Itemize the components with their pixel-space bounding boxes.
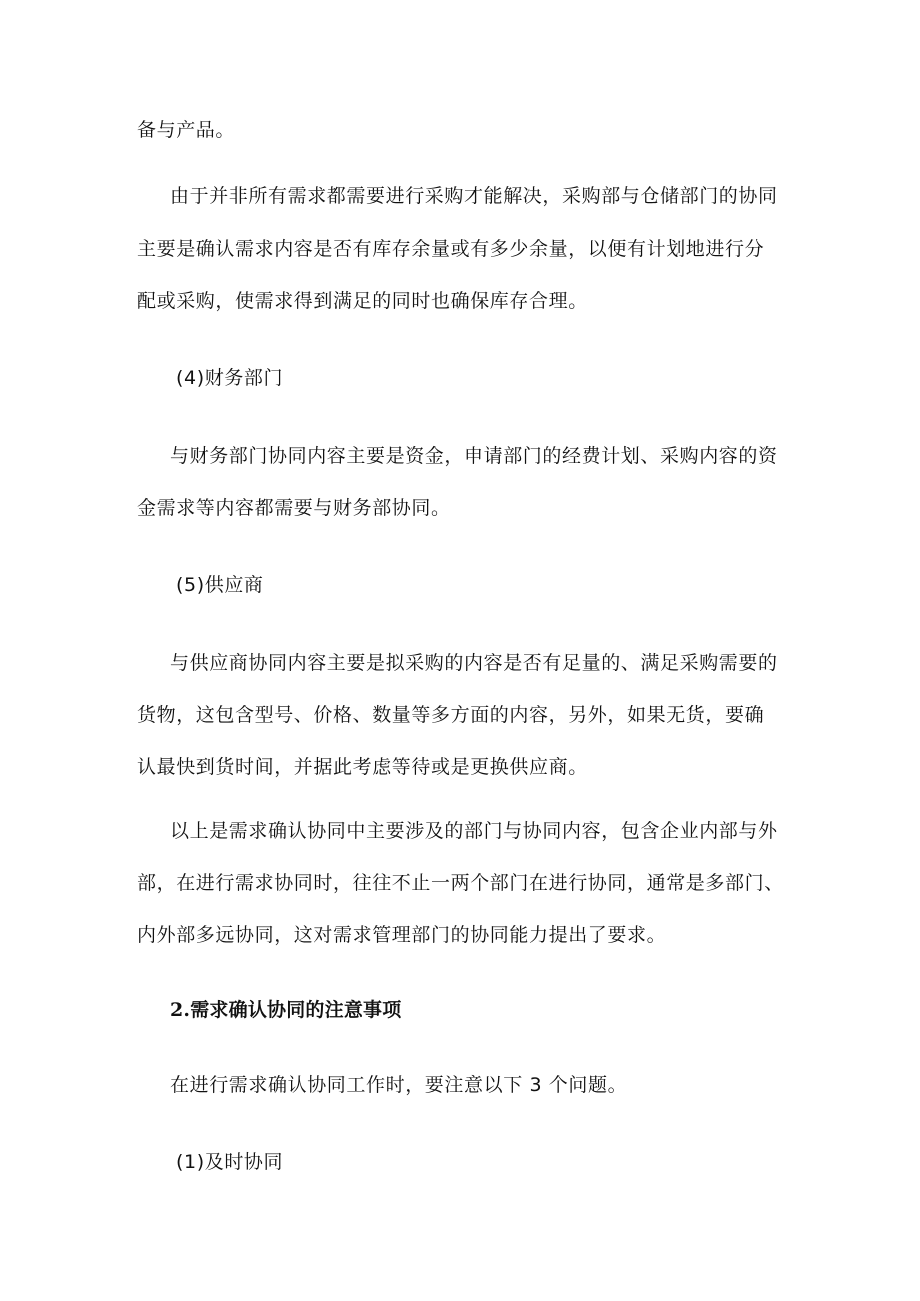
paragraph-line: 配或采购，使需求得到满足的同时也确保库存合理。 xyxy=(137,290,588,312)
section-subtitle: (4)财务部门 xyxy=(176,367,284,389)
paragraph-line: 由于并非所有需求都需要进行采购才能解决，采购部与仓储部门的协同 xyxy=(170,185,778,207)
paragraph-line: 备与产品。 xyxy=(137,119,236,141)
section-heading: 2.需求确认协同的注意事项 xyxy=(170,999,402,1021)
paragraph-line: 在进行需求确认协同工作时，要注意以下 3 个问题。 xyxy=(170,1074,628,1096)
paragraph-line: 主要是确认需求内容是否有库存余量或有多少余量，以便有计划地进行分 xyxy=(137,238,765,260)
paragraph-line: 与供应商协同内容主要是拟采购的内容是否有足量的、满足采购需要的 xyxy=(170,652,778,674)
section-subtitle: (1)及时协同 xyxy=(176,1151,284,1173)
paragraph-line: 金需求等内容都需要与财务部协同。 xyxy=(137,497,451,519)
paragraph-line: 内外部多远协同，这对需求管理部门的协同能力提出了要求。 xyxy=(137,924,667,946)
paragraph-line: 认最快到货时间，并据此考虑等待或是更换供应商。 xyxy=(137,756,588,778)
paragraph-line: 与财务部门协同内容主要是资金，申请部门的经费计划、采购内容的资 xyxy=(170,445,778,467)
paragraph-line: 货物，这包含型号、价格、数量等多方面的内容，另外，如果无货，要确 xyxy=(137,704,765,726)
paragraph-line: 以上是需求确认协同中主要涉及的部门与协同内容，包含企业内部与外 xyxy=(170,820,778,842)
section-subtitle: (5)供应商 xyxy=(176,574,264,596)
paragraph-line: 部，在进行需求协同时，往往不止一两个部门在进行协同，通常是多部门、 xyxy=(137,872,784,894)
